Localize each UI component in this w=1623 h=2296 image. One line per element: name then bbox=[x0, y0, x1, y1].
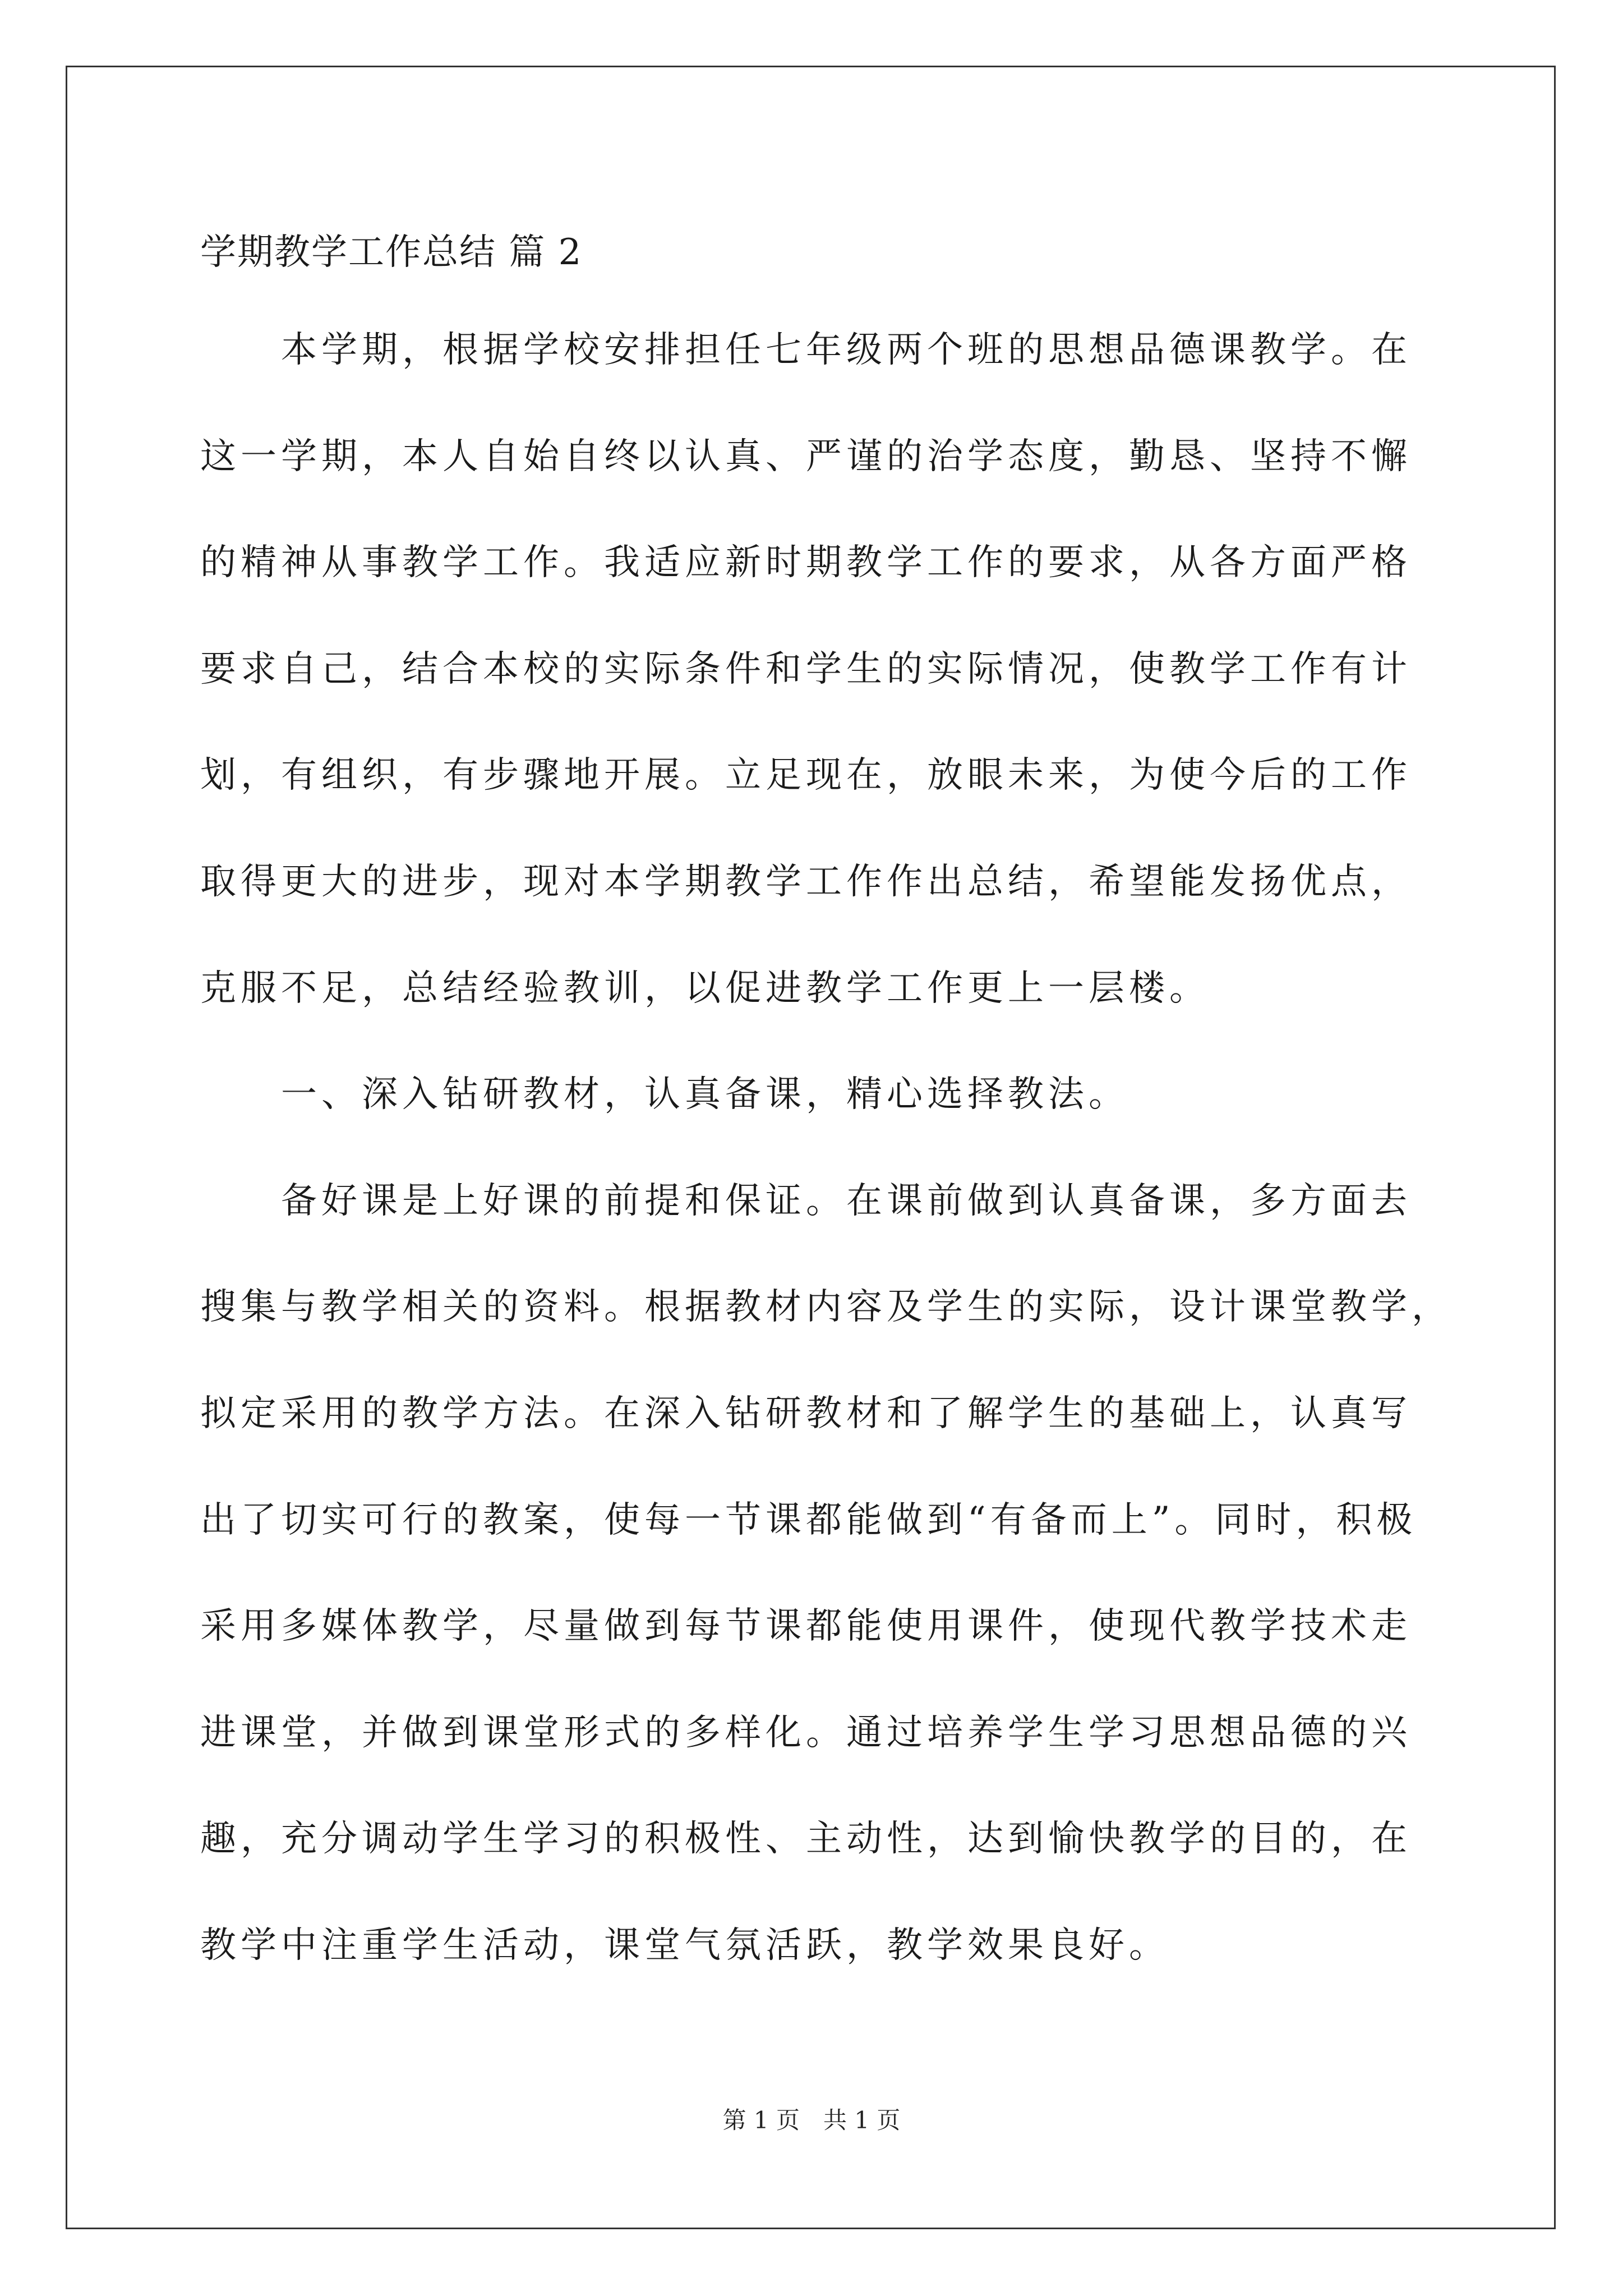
document-title: 学期教学工作总结 篇 2 bbox=[200, 232, 583, 273]
body-line: 拟定采用的教学方法。在深入钻研教材和了解学生的基础上，认真写 bbox=[200, 1392, 1412, 1434]
body-line: 要求自己，结合本校的实际条件和学生的实际情况，使教学工作有计 bbox=[200, 648, 1412, 690]
body-line: 划，有组织，有步骤地开展。立足现在，放眼未来，为使今后的工作 bbox=[200, 754, 1412, 797]
page-number: 第 1 页 共 1 页 bbox=[722, 2106, 901, 2134]
body-line: 本学期，根据学校安排担任七年级两个班的思想品德课教学。在 bbox=[200, 329, 1412, 371]
body-line: 出了切实可行的教案，使每一节课都能做到“有备而上”。同时，积极 bbox=[200, 1499, 1417, 1541]
body-line: 教学中注重学生活动，课堂气氛活跃，教学效果良好。 bbox=[200, 1924, 1169, 1966]
body-line: 克服不足，总结经验教训，以促进教学工作更上一层楼。 bbox=[200, 967, 1210, 1009]
body-line: 备好课是上好课的前提和保证。在课前做到认真备课，多方面去 bbox=[200, 1180, 1412, 1222]
body-line: 搜集与教学相关的资料。根据教材内容及学生的实际，设计课堂教学， bbox=[200, 1286, 1452, 1328]
body-line: 取得更大的进步，现对本学期教学工作作出总结，希望能发扬优点， bbox=[200, 861, 1412, 903]
section-heading: 一、深入钻研教材，认真备课，精心选择教法。 bbox=[200, 1074, 1129, 1116]
body-line: 这一学期，本人自始自终以认真、严谨的治学态度，勤恳、坚持不懈 bbox=[200, 435, 1412, 477]
document-body bbox=[200, 297, 1452, 1999]
body-line: 进课堂，并做到课堂形式的多样化。通过培养学生学习思想品德的兴 bbox=[200, 1711, 1412, 1754]
body-line: 的精神从事教学工作。我适应新时期教学工作的要求，从各方面严格 bbox=[200, 542, 1412, 584]
body-line: 趣，充分调动学生学习的积极性、主动性，达到愉快教学的目的，在 bbox=[200, 1818, 1412, 1860]
body-line: 采用多媒体教学，尽量做到每节课都能使用课件，使现代教学技术走 bbox=[200, 1605, 1412, 1648]
